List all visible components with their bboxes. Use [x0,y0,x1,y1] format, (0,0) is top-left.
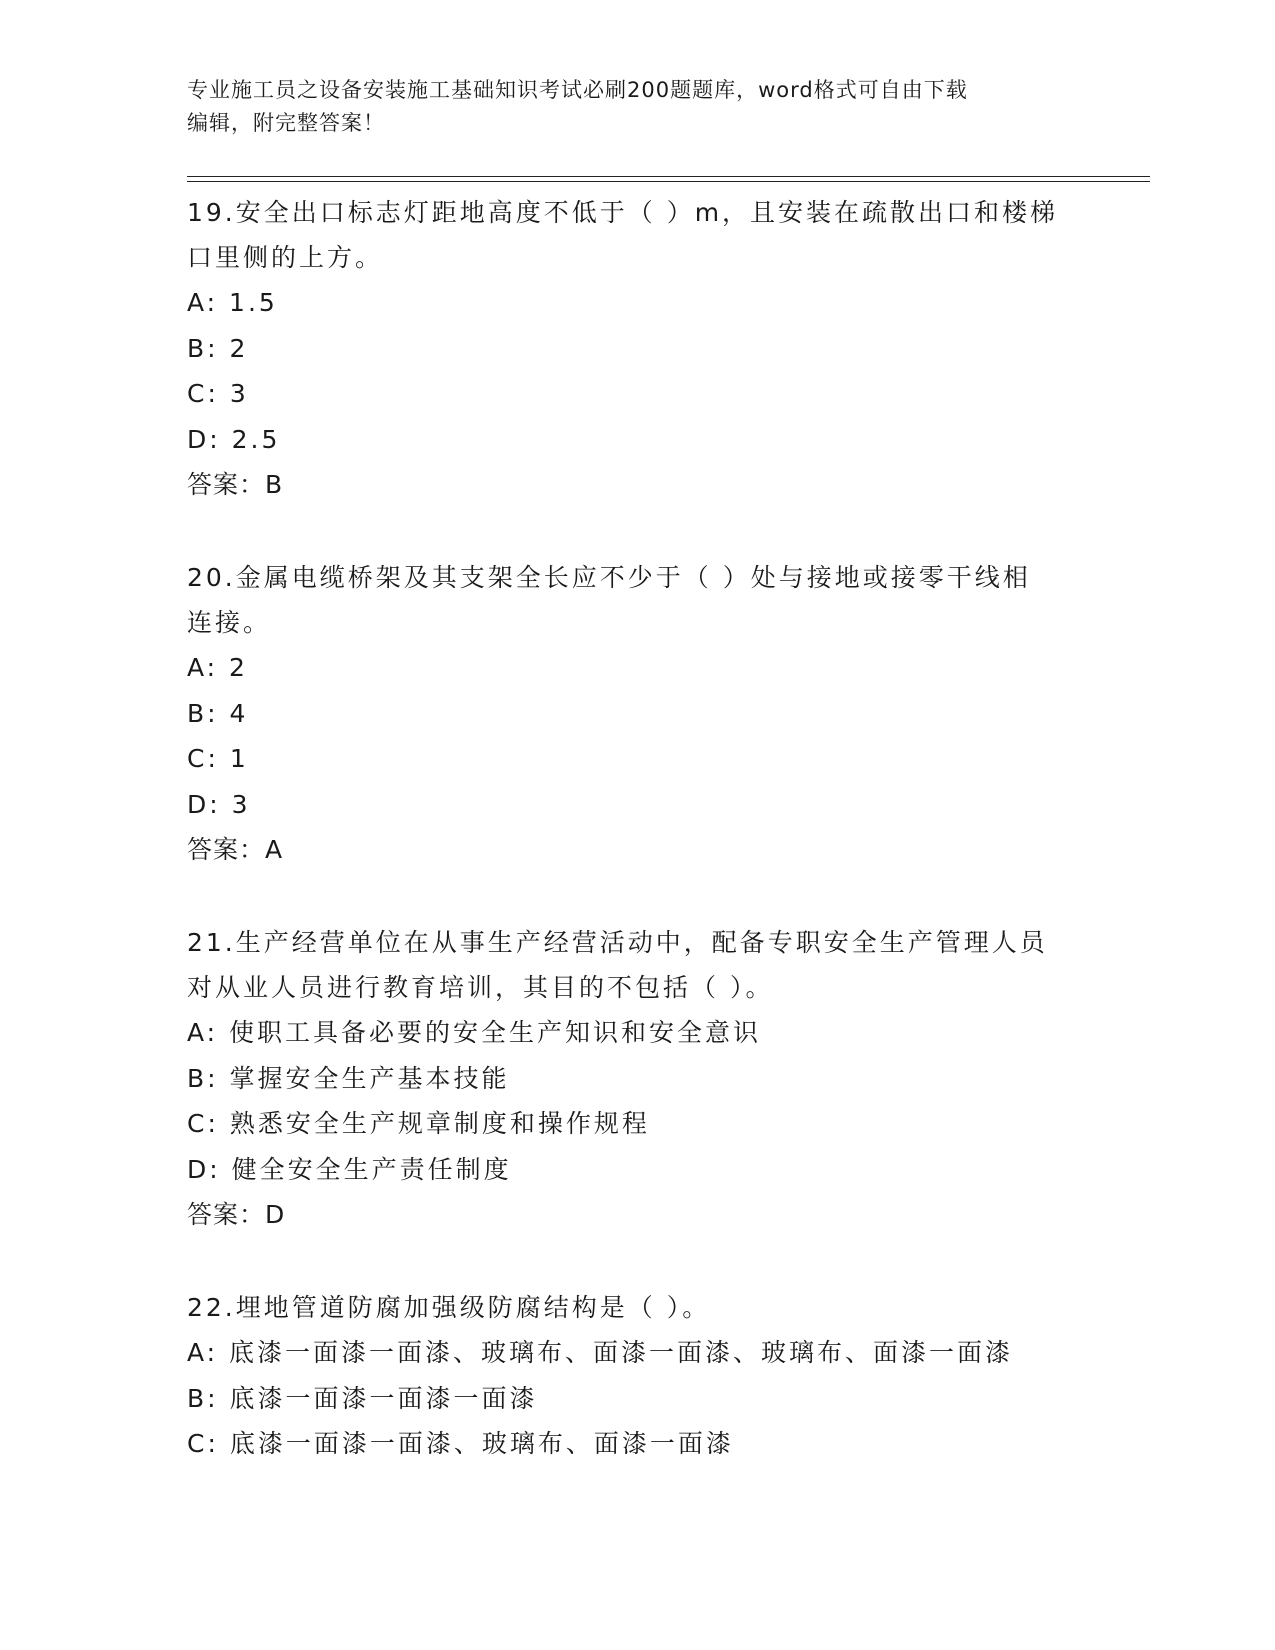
option-d: D: 3 [187,789,251,819]
question-stem-line: 20.金属电缆桥架及其支架全长应不少于（ ）处与接地或接零干线相 [187,563,1031,592]
option-b: B: 掌握安全生产基本技能 [187,1063,510,1093]
option-a: A: 2 [187,653,248,682]
document-header [187,74,1087,140]
question-19 [187,190,1087,507]
header-rule-bottom [187,181,1150,182]
option-c: C: 1 [187,744,249,773]
option-b: B: 底漆一面漆一面漆一面漆 [187,1383,538,1413]
option-b: B: 4 [187,698,249,728]
question-22 [187,1285,1087,1467]
question-20 [187,555,1087,872]
option-a: A: 使职工具备必要的安全生产知识和安全意识 [187,1018,762,1047]
option-c: C: 底漆一面漆一面漆、玻璃布、面漆一面漆 [187,1429,734,1458]
option-c: C: 熟悉安全生产规章制度和操作规程 [187,1109,650,1138]
header-line-2: 编辑，附完整答案！ [187,111,385,135]
header-line-1: 专业施工员之设备安装施工基础知识考试必刷200题题库，word格式可自由下载 [187,78,968,102]
option-d: D: 2.5 [187,424,281,454]
option-a: A: 1.5 [187,288,278,317]
header-rule-top [187,176,1150,177]
question-stem-line: 19.安全出口标志灯距地高度不低于（ ）m，且安装在疏散出口和楼梯 [187,198,1059,227]
question-stem-line: 对从业人员进行教育培训，其目的不包括（ ）。 [187,973,774,1002]
question-21 [187,920,1087,1237]
option-c: C: 3 [187,379,249,408]
answer: 答案：B [187,470,284,499]
answer: 答案：D [187,1200,286,1229]
question-stem-line: 连接。 [187,608,272,637]
answer: 答案：A [187,835,284,864]
option-a: A: 底漆一面漆一面漆、玻璃布、面漆一面漆、玻璃布、面漆一面漆 [187,1338,1014,1367]
question-stem-line: 口里侧的上方。 [187,243,384,272]
question-stem-line: 21.生产经营单位在从事生产经营活动中，配备专职安全生产管理人员 [187,928,1048,957]
option-d: D: 健全安全生产责任制度 [187,1154,512,1184]
question-stem-line: 22.埋地管道防腐加强级防腐结构是（ ）。 [187,1293,711,1322]
option-b: B: 2 [187,333,249,363]
